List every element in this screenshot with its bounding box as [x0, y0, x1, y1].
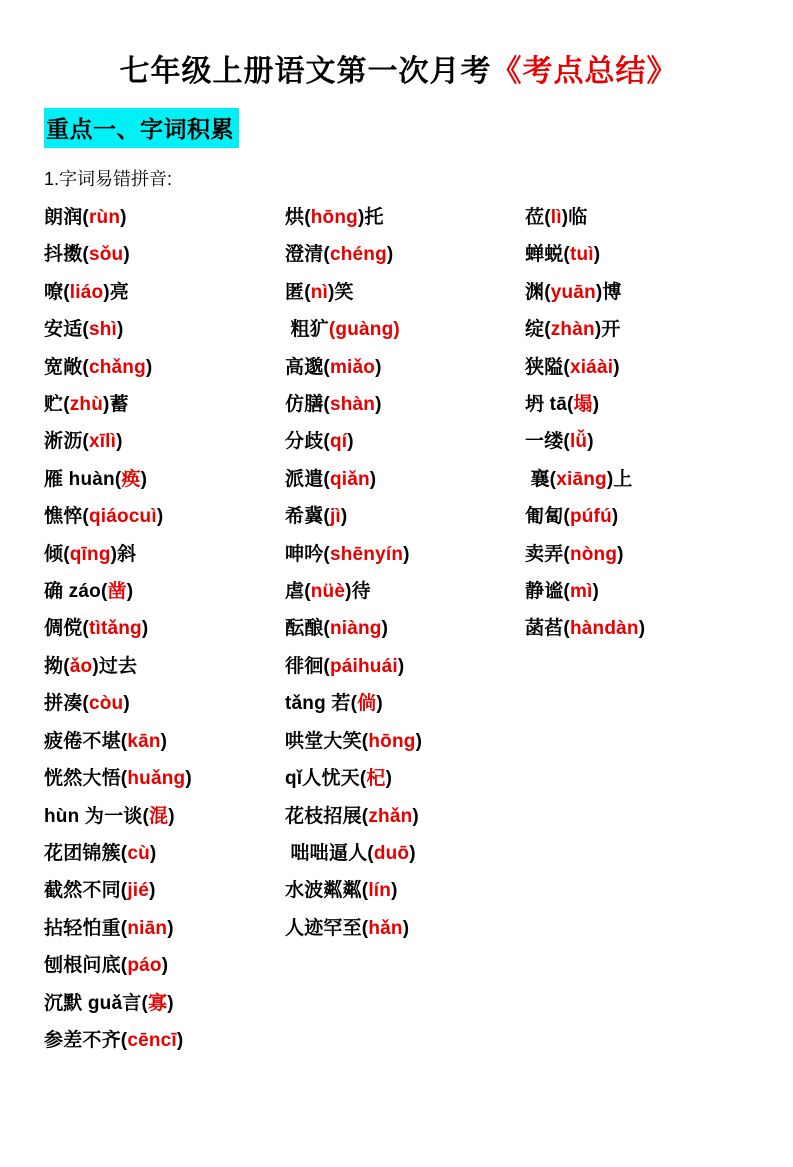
word-text: ) — [167, 917, 174, 939]
word-item — [44, 1022, 285, 1059]
word-item — [44, 236, 285, 273]
word-answer-red: rùn — [88, 207, 121, 228]
word-column-1 — [44, 199, 285, 1059]
word-text: )蓄 — [103, 394, 129, 416]
word-item — [525, 311, 753, 348]
word-text: 拼凑( — [44, 693, 89, 715]
word-answer-red: kān — [127, 730, 161, 752]
word-text: ) — [145, 356, 153, 378]
word-answer-red: 凿 — [107, 581, 127, 603]
word-text: ) — [409, 842, 416, 864]
word-item — [525, 236, 753, 273]
word-text: 朗润( — [44, 207, 89, 228]
word-columns — [44, 199, 753, 1059]
word-item — [525, 349, 753, 386]
word-item — [285, 872, 525, 909]
word-item — [525, 423, 753, 460]
page-title-red: 《考点总结》 — [491, 55, 678, 88]
word-item — [525, 498, 753, 535]
word-item — [285, 311, 525, 348]
word-answer-red: cēncī — [127, 1029, 177, 1051]
word-text: )笑 — [328, 281, 354, 303]
word-text: ) — [617, 543, 624, 565]
word-answer-red: zhàn — [550, 319, 595, 341]
word-text: ) — [168, 805, 175, 827]
word-text: ) — [140, 468, 148, 490]
word-item — [44, 274, 285, 311]
word-item — [285, 610, 525, 647]
word-text: 确 záo( — [44, 581, 108, 603]
word-answer-red: sǒu — [88, 244, 124, 266]
word-answer-red: còu — [88, 693, 124, 715]
word-text: 徘徊( — [285, 655, 330, 677]
word-text: qǐ人忧天( — [285, 768, 367, 790]
word-text: )临 — [561, 207, 588, 228]
word-text: ) — [611, 506, 619, 528]
word-answer-red: niān — [127, 917, 168, 939]
word-text: 卖弄( — [525, 543, 570, 565]
word-text: 倜傥( — [44, 618, 89, 640]
word-answer-red: liáo — [69, 281, 104, 303]
word-answer-red: hōng — [368, 730, 416, 752]
word-answer-red: 塌 — [573, 394, 593, 416]
word-text: ) — [176, 1029, 184, 1051]
word-item — [44, 723, 285, 760]
word-text: )过去 — [92, 655, 138, 677]
word-text: ) — [415, 730, 423, 752]
word-text: 一缕( — [525, 431, 570, 453]
word-answer-red: qiáocuì — [88, 506, 157, 528]
word-text: 参差不齐( — [44, 1029, 128, 1051]
word-answer-red: niàng — [329, 618, 382, 640]
word-item — [44, 573, 285, 610]
word-answer-red: shēnyín — [329, 543, 404, 565]
word-item — [44, 835, 285, 872]
word-text: ) — [340, 506, 348, 528]
word-item — [285, 349, 525, 386]
word-text: 拈轻怕重( — [44, 917, 128, 939]
word-answer-red: hōng — [310, 207, 358, 228]
word-text: 恍然大悟( — [44, 768, 128, 790]
word-item — [285, 236, 525, 273]
page-title — [44, 46, 753, 90]
word-text: ) — [592, 394, 600, 416]
word-text: 酝酿( — [285, 618, 330, 640]
page-title-black: 七年级上册语文第一次月考 — [119, 55, 492, 88]
word-item — [285, 199, 525, 236]
word-answer-red: zhù — [69, 394, 104, 416]
word-text: 渊( — [525, 281, 551, 303]
word-text: ) — [126, 581, 134, 603]
word-text: 宽敞( — [44, 356, 89, 378]
word-answer-red: tuì — [569, 244, 594, 266]
word-column-3 — [525, 199, 753, 1059]
word-item — [285, 573, 525, 610]
word-text: ) — [149, 842, 157, 864]
word-item — [44, 985, 285, 1022]
word-text: ) — [403, 543, 410, 565]
word-text: 憔悴( — [44, 506, 89, 528]
word-text: ) — [386, 244, 394, 266]
word-answer-red: nòng — [569, 543, 618, 565]
word-answer-red: 杞 — [366, 768, 386, 790]
word-item — [285, 760, 525, 797]
word-item — [285, 835, 525, 872]
word-answer-red: shàn — [329, 394, 376, 416]
word-item — [44, 349, 285, 386]
word-item — [285, 910, 525, 947]
word-text: 安适( — [44, 319, 89, 341]
word-text: 粗犷 — [285, 319, 329, 341]
word-answer-red: 痪 — [121, 468, 141, 490]
word-text: 淅沥( — [44, 431, 89, 453]
word-text: )上 — [606, 468, 633, 490]
word-item — [44, 760, 285, 797]
word-answer-red: (guàng) — [328, 319, 400, 341]
word-answer-red: yuān — [550, 281, 596, 303]
word-text: ) — [391, 880, 398, 902]
word-text: )斜 — [110, 543, 137, 565]
word-text: ) — [141, 618, 149, 640]
word-item — [525, 199, 753, 236]
word-text: ) — [160, 730, 168, 752]
word-answer-red: xiāng — [556, 468, 607, 490]
word-answer-red: jì — [329, 506, 341, 528]
word-text: 抖擞( — [44, 244, 89, 266]
word-text: ) — [185, 768, 192, 790]
section-heading: 重点一、字词积累 — [44, 108, 239, 148]
word-item — [44, 536, 285, 573]
word-text: 分歧( — [285, 431, 330, 453]
word-answer-red: xiáài — [569, 356, 614, 378]
word-text: 仿膳( — [285, 394, 330, 416]
word-item — [285, 685, 525, 722]
word-text: 呻吟( — [285, 543, 330, 565]
word-item — [44, 386, 285, 423]
word-text: ) — [116, 431, 123, 453]
word-text: ) — [381, 618, 389, 640]
word-text: ) — [149, 880, 156, 902]
word-answer-red: chéng — [329, 244, 387, 266]
word-item — [44, 610, 285, 647]
word-text: )博 — [595, 281, 622, 303]
word-column-2 — [285, 199, 525, 1059]
word-text: 澄清( — [285, 244, 330, 266]
word-item — [44, 648, 285, 685]
word-item — [44, 461, 285, 498]
word-text: 人迹罕至( — [285, 917, 369, 939]
word-text: 疲倦不堪( — [44, 730, 128, 752]
word-text: ) — [123, 693, 130, 715]
word-text: 希冀( — [285, 506, 330, 528]
word-item — [285, 723, 525, 760]
word-text: ) — [376, 693, 383, 715]
word-text: ) — [592, 581, 600, 603]
word-text: 雁 huàn( — [44, 468, 122, 490]
word-text: 沉默 guǎ言( — [44, 992, 148, 1014]
word-text: 莅( — [525, 207, 551, 228]
word-answer-red: 寡 — [148, 992, 168, 1014]
word-answer-red: hàndàn — [569, 618, 639, 640]
word-answer-red: lǚ — [569, 431, 588, 453]
word-text: ) — [613, 356, 620, 378]
word-text: ) — [167, 992, 174, 1014]
word-text: ) — [593, 244, 601, 266]
word-answer-red: miǎo — [329, 356, 376, 378]
word-answer-red: 混 — [149, 805, 169, 827]
word-item — [525, 274, 753, 311]
word-text: 菡萏( — [525, 618, 570, 640]
word-answer-red: mì — [569, 581, 593, 603]
word-item — [44, 199, 285, 236]
word-text: ) — [587, 431, 594, 453]
word-item — [285, 498, 525, 535]
word-item — [44, 311, 285, 348]
word-text: 截然不同( — [44, 880, 128, 902]
word-text: ) — [385, 768, 393, 790]
word-text: 倾( — [44, 543, 70, 565]
word-item — [285, 648, 525, 685]
word-item — [525, 610, 753, 647]
subsection-label: 1.字词易错拼音: — [44, 169, 173, 189]
word-answer-red: ǎo — [69, 655, 93, 677]
word-text: )托 — [357, 207, 384, 228]
word-text: ) — [156, 506, 164, 528]
word-item — [44, 685, 285, 722]
word-text: 派遣( — [285, 468, 330, 490]
word-answer-red: tìtǎng — [88, 618, 142, 640]
word-text: 烘( — [285, 207, 311, 228]
word-text: 襄( — [525, 468, 557, 490]
word-text: 水波粼粼( — [285, 880, 369, 902]
word-text: ) — [638, 618, 646, 640]
word-answer-red: nì — [310, 281, 329, 303]
word-answer-red: lín — [368, 880, 392, 902]
word-text: ) — [369, 468, 377, 490]
word-text: 匍匐( — [525, 506, 570, 528]
word-answer-red: páo — [127, 955, 162, 977]
word-text: 哄堂大笑( — [285, 730, 369, 752]
word-text: )待 — [345, 581, 371, 603]
word-item — [285, 798, 525, 835]
word-item — [44, 498, 285, 535]
word-answer-red: qí — [329, 431, 348, 453]
word-item — [285, 461, 525, 498]
word-item — [44, 910, 285, 947]
word-item — [285, 386, 525, 423]
word-item — [44, 947, 285, 984]
word-answer-red: cù — [127, 842, 150, 864]
word-text: tǎng 若( — [285, 693, 358, 715]
word-text: ) — [397, 655, 405, 677]
word-text: ) — [123, 244, 130, 266]
word-text: 贮( — [44, 394, 70, 416]
word-item — [44, 872, 285, 909]
word-item — [525, 536, 753, 573]
word-text: ) — [120, 207, 127, 228]
word-text: ) — [161, 955, 169, 977]
word-answer-red: jié — [127, 880, 150, 902]
document-page — [0, 46, 793, 1167]
word-text: 匿( — [285, 281, 311, 303]
word-item — [44, 423, 285, 460]
word-answer-red: nüè — [310, 581, 346, 603]
word-item — [285, 536, 525, 573]
word-text: 咄咄逼人( — [285, 842, 374, 864]
word-text: 花枝招展( — [285, 805, 369, 827]
word-text: 蝉蜕( — [525, 244, 570, 266]
word-text: )亮 — [103, 281, 129, 303]
word-item — [44, 798, 285, 835]
word-answer-red: duō — [373, 842, 410, 864]
word-text: 嘹( — [44, 281, 70, 303]
word-answer-red: qīng — [69, 543, 111, 565]
word-text: 虐( — [285, 581, 311, 603]
word-answer-red: chǎng — [88, 356, 146, 378]
word-answer-red: xīlì — [88, 431, 117, 453]
word-text: ) — [375, 356, 382, 378]
word-text: ) — [402, 917, 410, 939]
word-answer-red: páihuái — [329, 655, 398, 677]
word-text: hùn 为一谈( — [44, 805, 150, 827]
word-answer-red: púfú — [569, 506, 612, 528]
word-item — [285, 423, 525, 460]
word-answer-red: lì — [550, 207, 562, 228]
word-text: 狭隘( — [525, 356, 570, 378]
word-text: ) — [117, 319, 124, 341]
word-answer-red: hǎn — [368, 917, 403, 939]
word-item — [525, 386, 753, 423]
word-text: ) — [375, 394, 382, 416]
word-answer-red: zhǎn — [368, 805, 413, 827]
word-text: ) — [347, 431, 354, 453]
word-text: 高邈( — [285, 356, 330, 378]
word-text: )开 — [594, 319, 621, 341]
word-text: 坍 tā( — [525, 394, 574, 416]
word-answer-red: shì — [88, 319, 117, 341]
word-answer-red: qiǎn — [329, 468, 370, 490]
word-text: 拗( — [44, 655, 70, 677]
word-item — [285, 274, 525, 311]
word-text: 刨根问底( — [44, 955, 128, 977]
word-answer-red: huǎng — [127, 768, 186, 790]
word-item — [525, 461, 753, 498]
word-text: 花团锦簇( — [44, 842, 128, 864]
word-text: ) — [412, 805, 419, 827]
word-text: 绽( — [525, 319, 551, 341]
word-text: 静谧( — [525, 581, 570, 603]
word-answer-red: 倘 — [357, 693, 377, 715]
section-heading-row — [44, 108, 753, 148]
word-item — [525, 573, 753, 610]
